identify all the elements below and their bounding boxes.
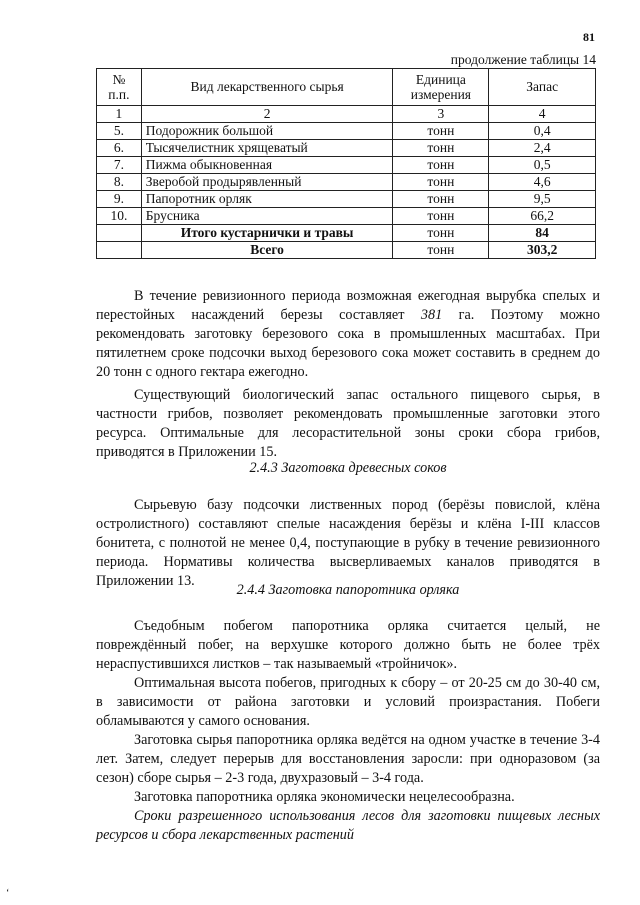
table-row [97, 191, 596, 208]
paragraph-tree-sap: Сырьевую базу подсочки лиственных пород (берёзы повислой, клёна остролистного) составляют спелые насаждения берёзы и клёна I-III классов бонитета, с полнотой не менее 0,4, поступающие в рубку в течение ревизионного периода. Нормативы количества высверливаемых каналов приводятся в Приложении 13. [96, 497, 600, 589]
row-num: 7. [97, 157, 142, 174]
row-num: 9. [97, 191, 142, 208]
row-num: 6. [97, 140, 142, 157]
table-caption: продолжение таблицы 14 [450, 52, 596, 67]
row-name: Тысячелистник хрящеватый [141, 140, 393, 157]
header-name: Вид лекарственного сырья [141, 69, 393, 106]
total-row [97, 242, 596, 259]
row-unit: тонн [393, 157, 489, 174]
index-cell: 1 [97, 106, 142, 123]
row-name: Зверобой продырявленный [141, 174, 393, 191]
paragraph-usage-periods: Сроки разрешенного использования лесов для заготовки пищевых лесных ресурсов и сбора лекарственных растений [96, 808, 600, 843]
paragraph-food-resources: Существующий биологический запас остального пищевого сырья, в частности грибов, позволяет рекомендовать промышленные заготовки этого ресурса. Оптимальные для лесорастительной зоны сроки сбора грибов, приводятся в Приложении 15. [96, 387, 600, 460]
row-unit: тонн [393, 140, 489, 157]
table-row [97, 208, 596, 225]
table-row [97, 140, 596, 157]
subtotal-unit: тонн [393, 225, 489, 242]
header-num: № п.п. [97, 69, 142, 106]
table-row [97, 157, 596, 174]
table-row [97, 174, 596, 191]
felling-area-value: 381 [420, 307, 443, 323]
row-name: Брусника [141, 208, 393, 225]
body-text-top [96, 287, 600, 462]
row-stock: 0,4 [489, 123, 596, 140]
row-num: 10. [97, 208, 142, 225]
paragraph-text: В течение ревизионного периода возможная ежегодная вырубка спелых и перестойных насаждений березы составляет [96, 288, 600, 323]
paragraph-shoot-height: Оптимальная высота побегов, пригодных к сбору – от 20-25 см до 30-40 см, в зависимости от района заготовки и условий произрастания. Побеги обламываются у самого основания. [96, 675, 600, 729]
section-heading-2-4-3: 2.4.3 Заготовка древесных соков [249, 460, 447, 476]
paragraph-edible-shoot: Съедобным побегом папоротника орляка считается целый, не повреждённый побег, на верхушке которого должно быть не более трёх нераспустившихся листков – так называемый «тройничок». [96, 618, 600, 672]
subtotal-num [97, 225, 142, 242]
row-num: 5. [97, 123, 142, 140]
row-stock: 9,5 [489, 191, 596, 208]
page-number: 81 [583, 30, 595, 44]
total-unit: тонн [393, 242, 489, 259]
index-cell: 2 [141, 106, 393, 123]
row-stock: 66,2 [489, 208, 596, 225]
header-stock: Запас [489, 69, 596, 106]
subtotal-stock: 84 [489, 225, 596, 242]
subtotal-row [97, 225, 596, 242]
row-stock: 2,4 [489, 140, 596, 157]
total-name: Всего [141, 242, 393, 259]
medicinal-raw-materials-table [96, 68, 596, 259]
row-name: Пижма обыкновенная [141, 157, 393, 174]
row-unit: тонн [393, 191, 489, 208]
row-stock: 4,6 [489, 174, 596, 191]
row-unit: тонн [393, 174, 489, 191]
paragraph-economics: Заготовка папоротника орляка экономически нецелесообразна. [134, 789, 515, 805]
paragraph-birch-felling [96, 287, 600, 382]
section-heading-2-4-4: 2.4.4 Заготовка папоротника орляка [236, 582, 460, 598]
table-row [97, 123, 596, 140]
paragraph-harvest-cycle: Заготовка сырья папоротника орляка ведётся на одном участке в течение 3-4 лет. Затем, следует перерыв для восстановления заросли: при одноразовом (за сезон) сборе сырья – 2-3 года, двухразовый – 3-4 года. [96, 732, 600, 786]
row-name: Папоротник орляк [141, 191, 393, 208]
header-unit: Единица измерения [393, 69, 489, 106]
table-header-row [97, 69, 596, 106]
body-text-244 [96, 617, 600, 845]
index-cell: 3 [393, 106, 489, 123]
row-num: 8. [97, 174, 142, 191]
row-name: Подорожник большой [141, 123, 393, 140]
row-stock: 0,5 [489, 157, 596, 174]
row-unit: тонн [393, 123, 489, 140]
total-num [97, 242, 142, 259]
index-cell: 4 [489, 106, 596, 123]
subtotal-name: Итого кустарнички и травы [141, 225, 393, 242]
scan-mark: ‘ [6, 888, 10, 899]
body-text-243 [96, 496, 600, 591]
paragraph-text: га. Поэтому можно рекомендовать заготовку березового сока в промышленных масштабах. При пятилетнем сроке подсочки выход березового сока может составить в среднем до 20 тонн с одного гектара ежегодно. [96, 307, 600, 380]
row-unit: тонн [393, 208, 489, 225]
total-stock: 303,2 [489, 242, 596, 259]
table-index-row [97, 106, 596, 123]
